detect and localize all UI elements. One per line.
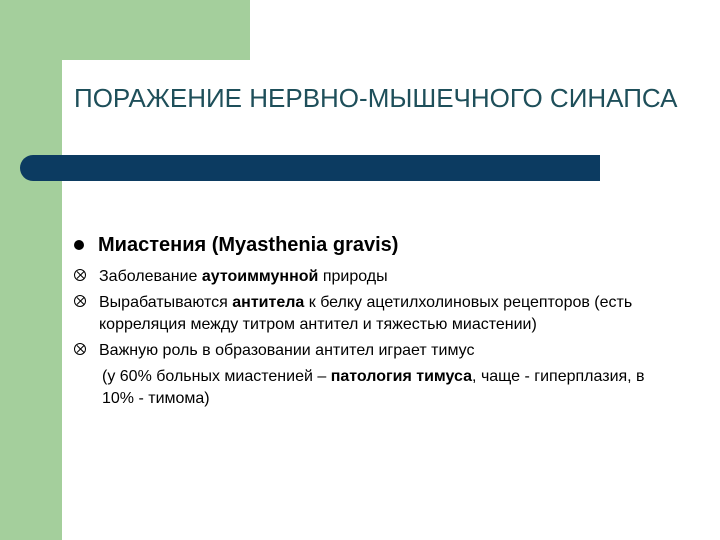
sub-item-3-cont-bold: патология тимуса bbox=[330, 368, 473, 385]
slide-title: ПОРАЖЕНИЕ НЕРВНО-МЫШЕЧНОГО СИНАПСА bbox=[74, 83, 678, 113]
sub-item-1-post: природы bbox=[318, 268, 388, 285]
sub-item-2-text bbox=[99, 292, 674, 336]
filled-circle-bullet-icon bbox=[74, 240, 84, 250]
slide-content bbox=[74, 232, 674, 410]
title-underline-bar bbox=[33, 155, 600, 181]
sub-item-2-post: к белку ацетилхолиновых рецепторов (есть корреляция между титром антител и тяжестью миастении) bbox=[99, 294, 633, 333]
sub-item-1-bold: аутоиммунной bbox=[201, 268, 319, 285]
sub-item-2-pre: Вырабатываются bbox=[99, 294, 233, 311]
decorative-green-top-block bbox=[62, 0, 250, 60]
sub-bullet-item-2 bbox=[74, 292, 674, 336]
circled-x-bullet-icon bbox=[74, 343, 86, 355]
main-bullet-item bbox=[74, 232, 674, 258]
sub-item-3-continuation bbox=[74, 366, 674, 410]
sub-item-1-pre: Заболевание bbox=[99, 268, 202, 285]
sub-item-3-text: Важную роль в образовании антител играет тимус bbox=[99, 342, 475, 359]
sub-item-3-cont-pre: (у 60% больных миастенией – bbox=[102, 368, 331, 385]
sub-item-2-bold: антитела bbox=[232, 294, 305, 311]
main-item-text: Миастения (Myasthenia gravis) bbox=[98, 234, 399, 256]
circled-x-bullet-icon bbox=[74, 269, 86, 281]
decorative-green-left-band bbox=[0, 0, 62, 540]
sub-bullet-item-1 bbox=[74, 266, 674, 288]
sub-item-1-text bbox=[99, 266, 674, 288]
circled-x-bullet-icon bbox=[74, 295, 86, 307]
sub-bullet-item-3 bbox=[74, 340, 674, 362]
sub-item-3-cont-post: , чаще - гиперплазия, в 10% - тимома) bbox=[102, 368, 645, 407]
